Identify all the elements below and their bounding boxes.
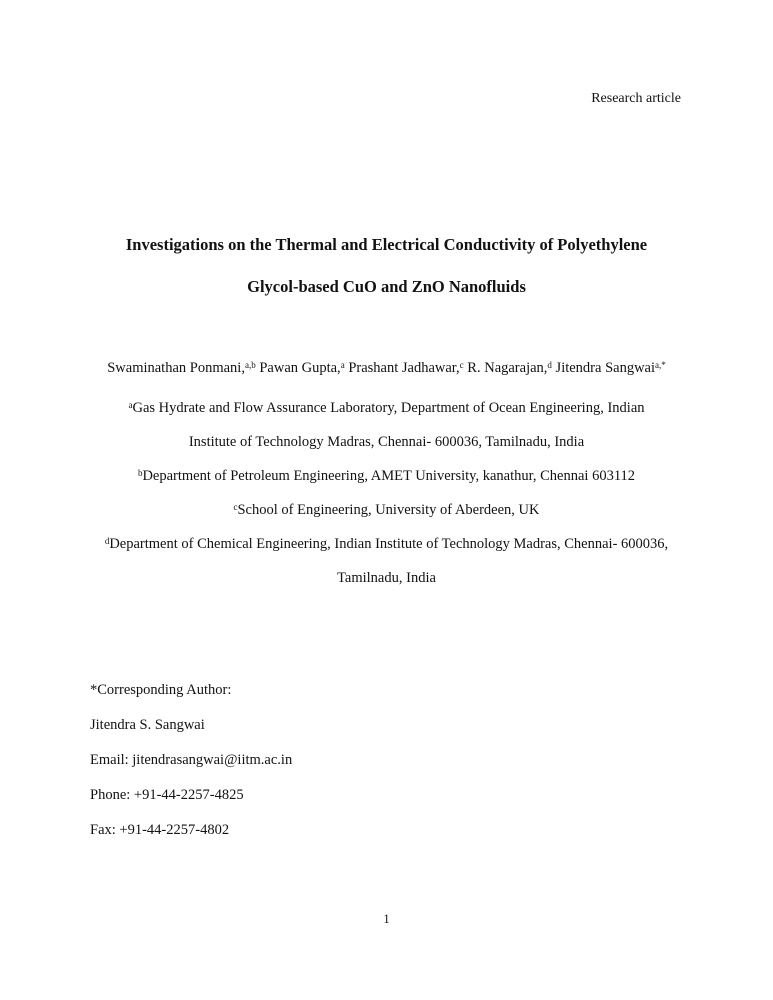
corresponding-author-heading: *Corresponding Author: (90, 682, 232, 698)
affiliations-block (60, 391, 713, 595)
paper-title-line-2: Glycol-based CuO and ZnO Nanofluids (247, 277, 526, 296)
author-name-text: Pawan Gupta, (255, 360, 341, 376)
affiliation-line (60, 527, 713, 561)
author-name (464, 360, 552, 376)
affiliation-line (60, 425, 713, 459)
corresponding-author-phone: Phone: +91-44-2257-4825 (90, 787, 244, 803)
affiliation-text: Institute of Technology Madras, Chennai- 600036, Tamilnadu, India (188, 434, 585, 450)
corresponding-author-name: Jitendra S. Sangwai (90, 717, 205, 733)
paper-title-line-1: Investigations on the Thermal and Electrical Conductivity of Polyethylene (125, 235, 648, 254)
affiliation-line (60, 561, 713, 595)
article-type-label: Research article (591, 91, 681, 106)
author-name (345, 360, 464, 376)
affiliation-text: Gas Hydrate and Flow Assurance Laboratory, Department of Ocean Engineering, Indian (132, 400, 645, 416)
author-name (552, 360, 666, 376)
affiliation-text: Department of Petroleum Engineering, AMET University, kanathur, Chennai 603112 (142, 468, 636, 484)
affiliation-line (60, 459, 713, 493)
author-affiliation-superscript: d (547, 359, 552, 370)
author-name-text: Prashant Jadhawar, (344, 360, 460, 376)
affiliation-text: Tamilnadu, India (337, 570, 436, 586)
affiliation-text: Department of Chemical Engineering, Indian Institute of Technology Madras, Chennai- 600036, (109, 536, 669, 552)
author-affiliation-superscript: c (459, 359, 464, 370)
author-name-text: Jitendra Sangwai (551, 360, 656, 376)
author-name-text: R. Nagarajan, (463, 360, 548, 376)
paper-title (60, 224, 713, 308)
corresponding-author-block (90, 673, 683, 848)
author-affiliation-superscript: a,* (655, 359, 666, 370)
page-number: 1 (383, 912, 390, 926)
corresponding-author-fax: Fax: +91-44-2257-4802 (90, 822, 230, 838)
author-name-text: Swaminathan Ponmani, (107, 360, 245, 376)
author-affiliation-superscript: a (340, 359, 345, 370)
affiliation-superscript: b (137, 467, 143, 478)
author-line (40, 358, 733, 378)
author-name (256, 360, 345, 376)
affiliation-superscript: a (128, 399, 133, 410)
affiliation-line (60, 391, 713, 425)
affiliation-text: School of Engineering, University of Aberdeen, UK (237, 502, 540, 518)
affiliation-line (60, 493, 713, 527)
author-name (107, 360, 256, 376)
corresponding-author-email: Email: jitendrasangwai@iitm.ac.in (90, 752, 293, 768)
affiliation-superscript: c (233, 501, 238, 512)
author-affiliation-superscript: a,b (244, 359, 256, 370)
affiliation-superscript: d (104, 535, 110, 546)
